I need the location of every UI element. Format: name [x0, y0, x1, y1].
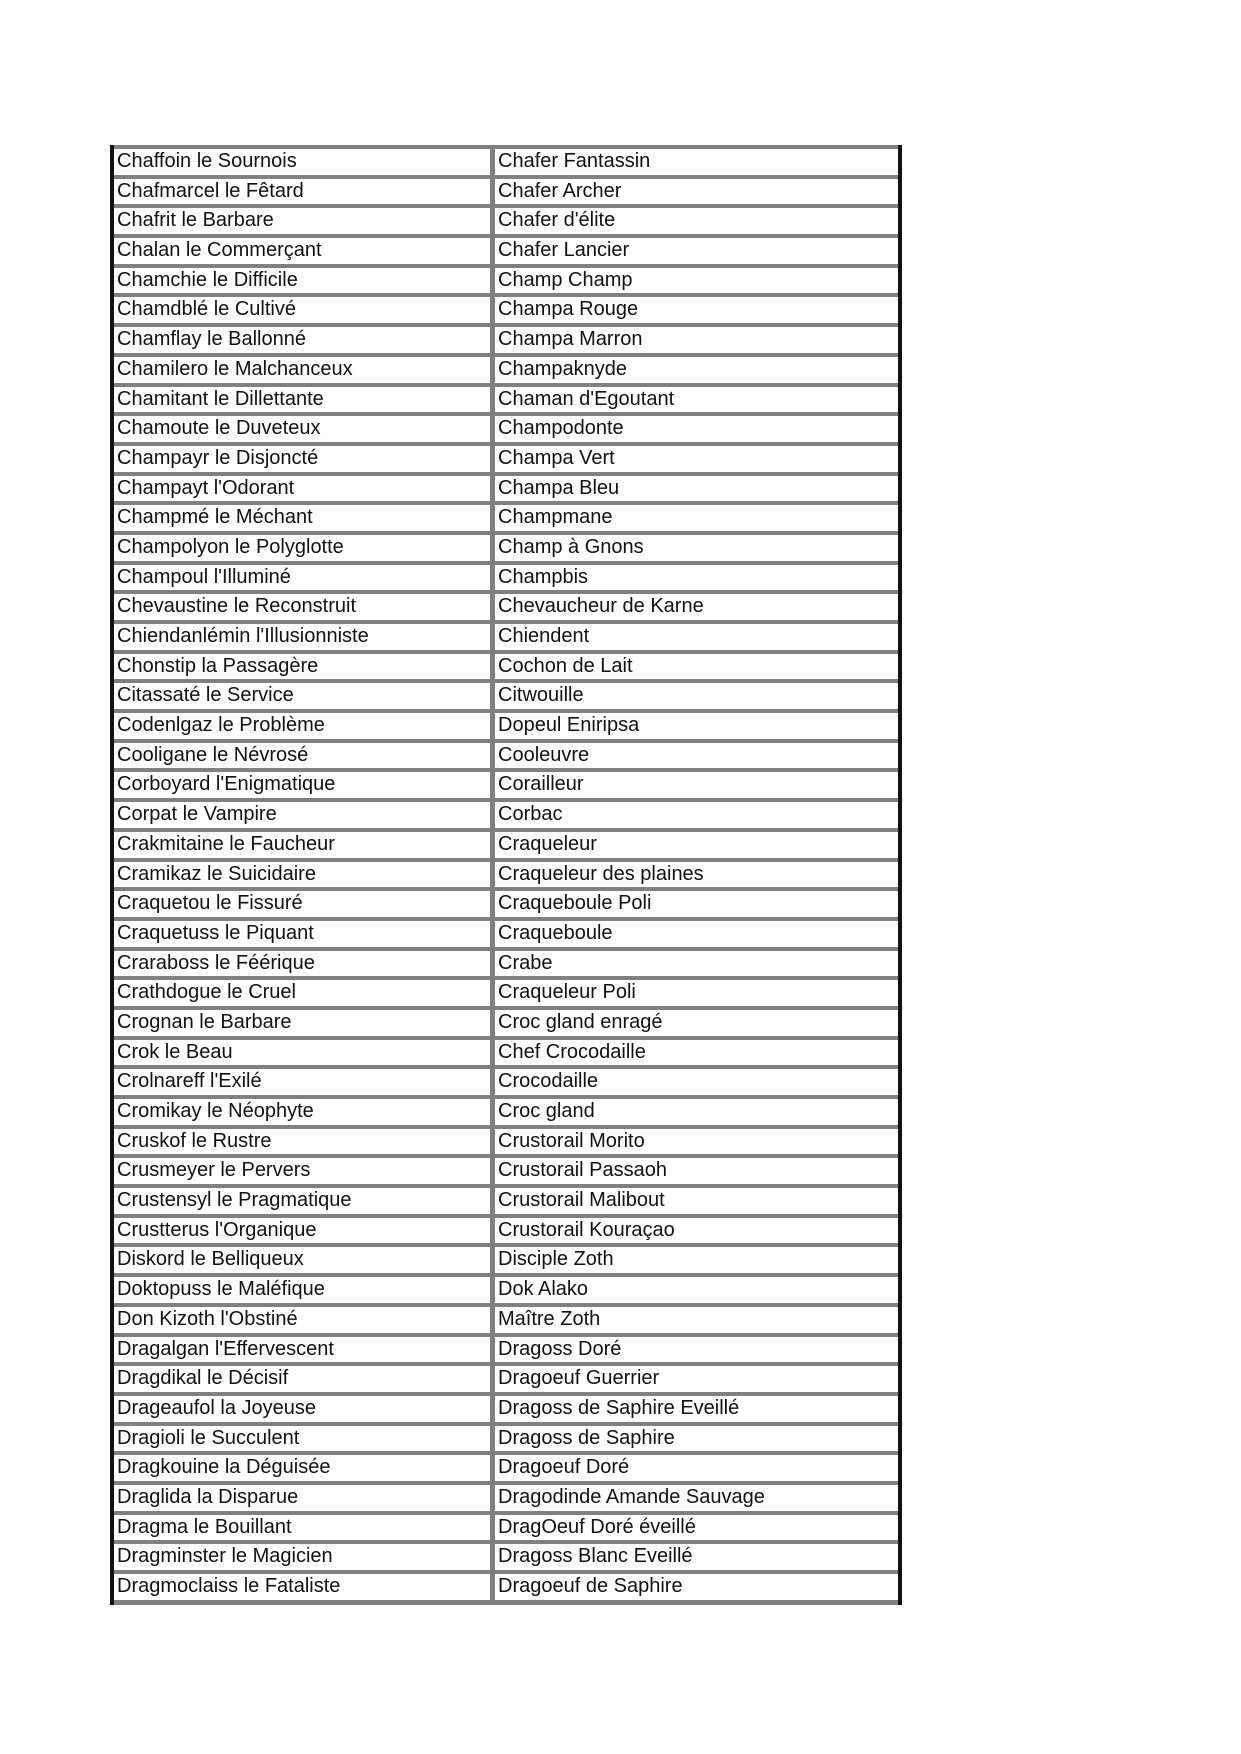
monster-name-cell[interactable]: Champa Rouge: [498, 298, 639, 321]
boss-name-cell[interactable]: Doktopuss le Maléfique: [114, 1277, 495, 1303]
table-row: [114, 739, 898, 769]
table-row: [114, 1036, 898, 1066]
table-row: [114, 976, 898, 1006]
table-row: [114, 442, 898, 472]
boss-name-cell[interactable]: Chonstip la Passagère: [114, 654, 495, 680]
boss-name-cell[interactable]: Crakmitaine le Faucheur: [114, 832, 495, 858]
table-row: [114, 234, 898, 264]
boss-name-cell[interactable]: Chamdblé le Cultivé: [114, 297, 495, 323]
boss-name-cell[interactable]: Dragalgan l'Effervescent: [114, 1337, 495, 1363]
boss-name-cell[interactable]: Dragdikal le Décisif: [114, 1366, 495, 1392]
table-row: [114, 323, 898, 353]
boss-name-cell[interactable]: Champoul l'Illuminé: [114, 565, 495, 591]
boss-name-cell[interactable]: Chiendanlémin l'Illusionniste: [114, 624, 495, 650]
table-row: [114, 264, 898, 294]
boss-name-cell[interactable]: Draglida la Disparue: [114, 1485, 495, 1511]
boss-name-cell[interactable]: Crolnareff l'Exilé: [114, 1069, 495, 1095]
table-row: [114, 1006, 898, 1036]
boss-name-cell[interactable]: Dragioli le Succulent: [114, 1426, 495, 1452]
monster-name-cell[interactable]: Champa Marron: [498, 328, 643, 351]
table-row: [114, 679, 898, 709]
boss-name-cell[interactable]: Chalan le Commerçant: [114, 238, 495, 264]
monster-name-cell[interactable]: Champaknyde: [498, 357, 627, 380]
monster-name-cell[interactable]: Chef Crocodaille: [498, 1040, 646, 1063]
boss-name-cell[interactable]: Corpat le Vampire: [114, 802, 495, 828]
monster-name-cell[interactable]: Dragoeuf de Saphire: [498, 1575, 683, 1597]
boss-name-cell[interactable]: Cruskof le Rustre: [114, 1129, 495, 1155]
boss-name-cell[interactable]: Chamitant le Dillettante: [114, 387, 495, 413]
monster-name-cell[interactable]: Chiendent: [498, 625, 590, 647]
monster-name-cell[interactable]: Cooleuvre: [498, 743, 590, 766]
monster-name-cell[interactable]: Crocodaille: [498, 1070, 599, 1093]
boss-name-cell[interactable]: Crathdogue le Cruel: [114, 980, 495, 1006]
monster-name-cell[interactable]: Dragoss de Saphire: [498, 1426, 675, 1449]
table-row: [114, 917, 898, 947]
monster-name-cell[interactable]: Chafer d'élite: [498, 209, 616, 232]
monster-name-cell[interactable]: Croc gland: [498, 1100, 595, 1122]
boss-name-cell[interactable]: Dragkouine la Déguisée: [114, 1455, 495, 1481]
monster-name-cell[interactable]: Dragodinde Amande Sauvage: [498, 1485, 765, 1508]
boss-name-cell[interactable]: Chevaustine le Reconstruit: [114, 594, 495, 620]
boss-name-cell[interactable]: Chamchie le Difficile: [114, 268, 495, 294]
monster-name-cell[interactable]: Chafer Fantassin: [498, 150, 651, 172]
boss-name-cell[interactable]: Cooligane le Névrosé: [114, 743, 495, 769]
table-row: [114, 1540, 898, 1570]
table-row: [114, 1392, 898, 1422]
boss-name-cell[interactable]: Corboyard l'Enigmatique: [114, 772, 495, 798]
monster-name-cell[interactable]: DragOeuf Doré éveillé: [498, 1515, 696, 1538]
boss-name-cell[interactable]: Chamoute le Duveteux: [114, 416, 495, 442]
table-row: [114, 798, 898, 828]
table-row: [114, 204, 898, 234]
boss-name-cell[interactable]: Champmé le Méchant: [114, 505, 495, 531]
table-row: [114, 947, 898, 977]
table-row: [114, 1303, 898, 1333]
monster-name-cell[interactable]: Dragoeuf Doré: [498, 1456, 630, 1479]
monster-name-cell[interactable]: Crustorail Malibout: [498, 1189, 665, 1212]
table-row: [114, 1422, 898, 1452]
table-row: [114, 383, 898, 413]
monster-name-cell[interactable]: Dok Alako: [498, 1278, 589, 1301]
boss-name-cell[interactable]: Drageaufol la Joyeuse: [114, 1396, 495, 1422]
boss-name-cell[interactable]: Dragminster le Magicien: [114, 1544, 495, 1570]
table-row: [114, 887, 898, 917]
boss-name-cell[interactable]: Champayt l'Odorant: [114, 476, 495, 502]
monster-name-cell[interactable]: Crustorail Kouraçao: [498, 1218, 675, 1241]
boss-name-cell[interactable]: Chafrit le Barbare: [114, 208, 495, 234]
boss-name-cell[interactable]: Champayr le Disjoncté: [114, 446, 495, 472]
table-row: [114, 1273, 898, 1303]
boss-name-cell[interactable]: Cromikay le Néophyte: [114, 1099, 495, 1125]
boss-name-cell[interactable]: Crok le Beau: [114, 1040, 495, 1066]
monster-name-cell[interactable]: Craqueboule: [498, 921, 613, 944]
monster-name-cell[interactable]: Champodonte: [498, 417, 624, 440]
boss-name-cell[interactable]: Cramikaz le Suicidaire: [114, 862, 495, 888]
table-row: [114, 1451, 898, 1481]
monster-name-cell[interactable]: Chevaucheur de Karne: [498, 595, 704, 618]
table-row: [114, 620, 898, 650]
boss-name-cell[interactable]: Chamilero le Malchanceux: [114, 357, 495, 383]
monster-name-cell[interactable]: Crustorail Morito: [498, 1129, 645, 1152]
boss-name-cell[interactable]: Champolyon le Polyglotte: [114, 535, 495, 561]
monster-name-cell[interactable]: Craqueleur: [498, 832, 597, 855]
table-row: [114, 1125, 898, 1155]
monster-name-cell[interactable]: Citwouille: [498, 684, 584, 707]
boss-name-cell[interactable]: Chaffoin le Sournois: [114, 149, 495, 175]
table-row: [114, 472, 898, 502]
monster-name-cell[interactable]: Croc gland enragé: [498, 1010, 663, 1033]
table-row: [114, 1154, 898, 1184]
boss-name-cell[interactable]: Chamflay le Ballonné: [114, 327, 495, 353]
table-row: [114, 858, 898, 888]
monster-name-cell[interactable]: Craqueleur Poli: [498, 981, 636, 1004]
table-row: [114, 768, 898, 798]
monster-name-cell[interactable]: Dragoss Blanc Eveillé: [498, 1545, 693, 1568]
boss-name-cell[interactable]: Craquetuss le Piquant: [114, 921, 495, 947]
boss-name-cell[interactable]: Don Kizoth l'Obstiné: [114, 1307, 495, 1333]
monster-name-cell[interactable]: Craqueboule Poli: [498, 892, 652, 915]
table-row: [114, 1184, 898, 1214]
table-row: [114, 650, 898, 680]
monster-name-cell[interactable]: Chafer Lancier: [498, 239, 630, 262]
monster-name-cell[interactable]: Disciple Zoth: [498, 1248, 614, 1271]
monster-name-cell[interactable]: Corailleur: [498, 773, 584, 796]
monster-name-cell[interactable]: Champ à Gnons: [498, 535, 644, 558]
monster-name-cell[interactable]: Champa Bleu: [498, 476, 620, 499]
boss-name-cell[interactable]: Craraboss le Féérique: [114, 951, 495, 977]
monster-name-cell[interactable]: Chaman d'Egoutant: [498, 387, 675, 410]
boss-name-cell[interactable]: Diskord le Belliqueux: [114, 1247, 495, 1273]
boss-name-cell[interactable]: Crusmeyer le Pervers: [114, 1158, 495, 1184]
table-row: [114, 501, 898, 531]
monster-name-cell[interactable]: Dragoss de Saphire Eveillé: [498, 1396, 740, 1419]
monster-name-cell[interactable]: Champ Champ: [498, 268, 633, 291]
monster-name-cell[interactable]: Dopeul Eniripsa: [498, 714, 640, 737]
table-row: [114, 145, 898, 175]
monster-name-cell[interactable]: Cochon de Lait: [498, 654, 633, 677]
boss-name-cell[interactable]: Chafmarcel le Fêtard: [114, 179, 495, 205]
boss-name-cell[interactable]: Codenlgaz le Problème: [114, 713, 495, 739]
monster-name-cell[interactable]: Champa Vert: [498, 446, 615, 469]
monster-name-cell[interactable]: Craqueleur des plaines: [498, 862, 704, 885]
table-row: [114, 175, 898, 205]
table-row: [114, 353, 898, 383]
table-row: [114, 709, 898, 739]
monster-name-cell[interactable]: Dragoss Doré: [498, 1337, 622, 1360]
spreadsheet-table: [110, 145, 902, 1605]
monster-name-cell[interactable]: Champmane: [498, 506, 613, 529]
table-row: [114, 1481, 898, 1511]
boss-name-cell[interactable]: Crustterus l'Organique: [114, 1218, 495, 1244]
monster-name-cell[interactable]: Maître Zoth: [498, 1307, 601, 1330]
monster-name-cell[interactable]: Chafer Archer: [498, 179, 622, 202]
boss-name-cell[interactable]: Dragma le Bouillant: [114, 1515, 495, 1541]
table-row: [114, 1570, 898, 1605]
monster-name-cell[interactable]: Corbac: [498, 803, 563, 826]
table-row: [114, 1511, 898, 1541]
table-row: [114, 1362, 898, 1392]
table-row: [114, 1333, 898, 1363]
monster-name-cell[interactable]: Dragoeuf Guerrier: [498, 1367, 660, 1390]
monster-name-cell[interactable]: Champbis: [498, 565, 589, 588]
table-row: [114, 590, 898, 620]
boss-name-cell[interactable]: Citassaté le Service: [114, 683, 495, 709]
monster-name-cell[interactable]: Crabe: [498, 951, 553, 974]
table-row: [114, 828, 898, 858]
table-row: [114, 1095, 898, 1125]
boss-name-cell[interactable]: Dragmoclaiss le Fataliste: [114, 1574, 495, 1600]
monster-name-cell[interactable]: Crustorail Passaoh: [498, 1159, 667, 1182]
table-row: [114, 1243, 898, 1273]
table-row: [114, 561, 898, 591]
table-row: [114, 531, 898, 561]
table-row: [114, 1065, 898, 1095]
table-row: [114, 412, 898, 442]
boss-name-cell[interactable]: Craquetou le Fissuré: [114, 891, 495, 917]
boss-name-cell[interactable]: Crognan le Barbare: [114, 1010, 495, 1036]
table-row: [114, 293, 898, 323]
boss-name-cell[interactable]: Crustensyl le Pragmatique: [114, 1188, 495, 1214]
table-row: [114, 1214, 898, 1244]
